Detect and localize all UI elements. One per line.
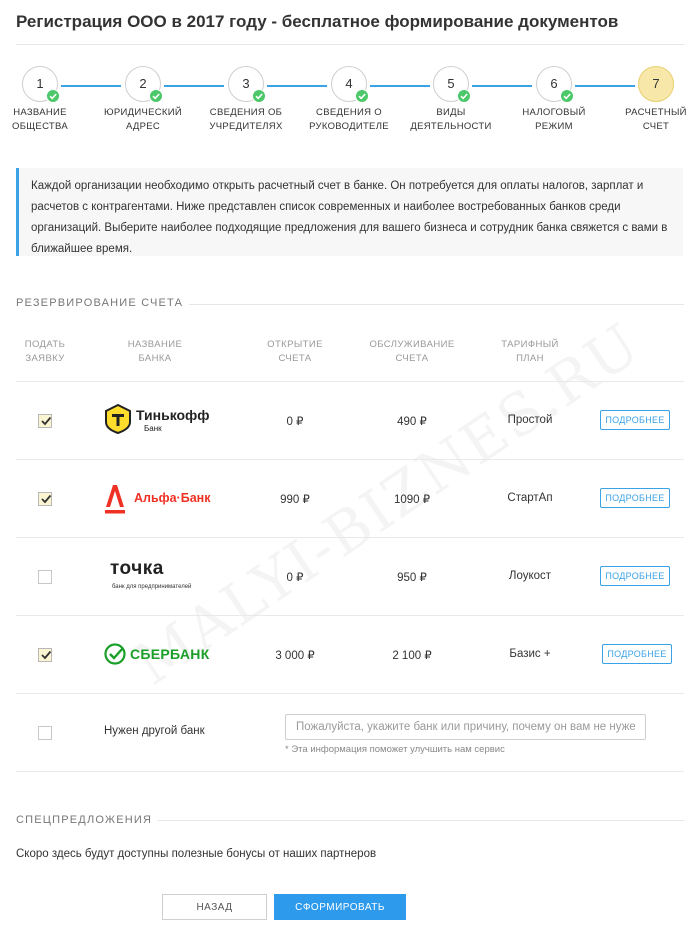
tochka-name: точка xyxy=(110,558,164,579)
back-button[interactable]: НАЗАД xyxy=(162,894,267,920)
other-bank-input[interactable] xyxy=(285,714,646,740)
step-4[interactable] xyxy=(304,66,394,134)
row-divider xyxy=(16,459,684,460)
row-divider xyxy=(16,693,684,694)
step-7[interactable] xyxy=(611,66,700,134)
open-price: 0 ₽ xyxy=(286,416,304,428)
tinkoff-sub: Банк xyxy=(144,424,162,433)
other-bank-note: * Эта информация поможет улучшить нам сервис xyxy=(285,744,505,755)
tinkoff-emblem-icon xyxy=(104,404,132,434)
step-number: 5 xyxy=(447,76,455,91)
row-divider xyxy=(16,537,684,538)
open-price: 3 000 ₽ xyxy=(275,650,315,662)
service-price: 2 100 ₽ xyxy=(392,650,432,662)
apply-checkbox-tinkoff[interactable] xyxy=(38,414,52,428)
page-title: Регистрация ООО в 2017 году - бесплатное формирование документов xyxy=(16,12,619,31)
tariff-plan: Базис + xyxy=(509,648,551,660)
section-title-special: СПЕЦПРЕДЛОЖЕНИЯ xyxy=(16,814,158,826)
step-number: 2 xyxy=(139,76,147,91)
row-divider xyxy=(16,615,684,616)
check-icon xyxy=(355,89,369,103)
step-label: РАСЧЕТНЫЙ СЧЕТ xyxy=(625,107,687,132)
service-price: 490 ₽ xyxy=(397,416,427,428)
apply-checkbox-other[interactable] xyxy=(38,726,52,740)
sber-name: СБЕРБАНК xyxy=(130,646,210,662)
step-label: НАЗВАНИЕ ОБЩЕСТВА xyxy=(12,107,68,132)
step-label: СВЕДЕНИЯ О РУКОВОДИТЕЛЕ xyxy=(309,107,389,132)
more-button-sber[interactable]: ПОДРОБНЕЕ xyxy=(602,644,672,664)
header-bank: НАЗВАНИЕ БАНКА xyxy=(127,339,183,364)
step-number: 3 xyxy=(242,76,250,91)
step-circle xyxy=(228,66,264,102)
check-icon xyxy=(149,89,163,103)
header-plan: ТАРИФНЫЙ ПЛАН xyxy=(501,339,559,364)
tariff-plan: СтартАп xyxy=(507,492,553,504)
step-circle xyxy=(433,66,469,102)
step-2[interactable] xyxy=(98,66,188,134)
step-label: НАЛОГОВЫЙ РЕЖИМ xyxy=(522,107,586,132)
header-apply: ПОДАТЬ ЗАЯВКУ xyxy=(24,339,66,364)
submit-button[interactable]: СФОРМИРОВАТЬ xyxy=(274,894,406,920)
tinkoff-name: Тинькофф xyxy=(136,407,210,423)
tariff-plan: Лоукост xyxy=(508,570,552,582)
open-price: 0 ₽ xyxy=(286,572,304,584)
service-price: 950 ₽ xyxy=(397,572,427,584)
check-icon xyxy=(560,89,574,103)
step-circle-active xyxy=(638,66,674,102)
check-icon xyxy=(457,89,471,103)
apply-checkbox-sber[interactable] xyxy=(38,648,52,662)
step-1[interactable] xyxy=(0,66,85,134)
apply-checkbox-alfa[interactable] xyxy=(38,492,52,506)
step-6[interactable] xyxy=(509,66,599,134)
sber-emblem-icon xyxy=(104,643,126,665)
service-price: 1090 ₽ xyxy=(393,494,431,506)
open-price: 990 ₽ xyxy=(280,494,310,506)
alfa-name: Альфа·Банк xyxy=(134,491,211,505)
row-divider xyxy=(16,771,684,772)
tochka-sub: банк для предпринимателей xyxy=(112,584,192,590)
step-number: 1 xyxy=(36,76,44,91)
step-5[interactable] xyxy=(406,66,496,134)
step-circle xyxy=(331,66,367,102)
step-circle xyxy=(536,66,572,102)
step-number: 6 xyxy=(550,76,558,91)
info-box: Каждой организации необходимо открыть расчетный счет в банке. Он потребуется для оплаты налогов, зарплат и расчетов с контрагентами. Ниже представлен список современных и наиболее востребованных банков среди организаций. Выберите наиболее подходящие предложения для вашего бизнеса и сотрудник банка свяжется с вами в ближайшее время. xyxy=(16,168,683,256)
step-label: СВЕДЕНИЯ ОБ УЧРЕДИТЕЛЯХ xyxy=(209,107,283,132)
step-label: ЮРИДИЧЕСКИЙ АДРЕС xyxy=(103,107,183,132)
header-service: ОБСЛУЖИВАНИЕ СЧЕТА xyxy=(369,339,455,364)
row-divider xyxy=(16,381,684,382)
section-title-reservation: РЕЗЕРВИРОВАНИЕ СЧЕТА xyxy=(16,297,189,309)
step-3[interactable] xyxy=(201,66,291,134)
other-bank-label: Нужен другой банк xyxy=(104,725,205,737)
tariff-plan: Простой xyxy=(507,414,553,426)
more-button-tinkoff[interactable]: ПОДРОБНЕЕ xyxy=(600,410,670,430)
step-circle xyxy=(22,66,58,102)
more-button-tochka[interactable]: ПОДРОБНЕЕ xyxy=(600,566,670,586)
check-icon xyxy=(252,89,266,103)
step-label: ВИДЫ ДЕЯТЕЛЬНОСТИ xyxy=(410,107,492,132)
apply-checkbox-tochka[interactable] xyxy=(38,570,52,584)
check-icon xyxy=(46,89,60,103)
special-text: Скоро здесь будут доступны полезные бонусы от наших партнеров xyxy=(16,848,377,860)
alfa-a-icon xyxy=(104,483,126,515)
step-number: 4 xyxy=(345,76,353,91)
step-number: 7 xyxy=(652,76,660,91)
title-divider xyxy=(16,44,684,45)
header-open: ОТКРЫТИЕ СЧЕТА xyxy=(267,339,323,364)
step-circle xyxy=(125,66,161,102)
more-button-alfa[interactable]: ПОДРОБНЕЕ xyxy=(600,488,670,508)
